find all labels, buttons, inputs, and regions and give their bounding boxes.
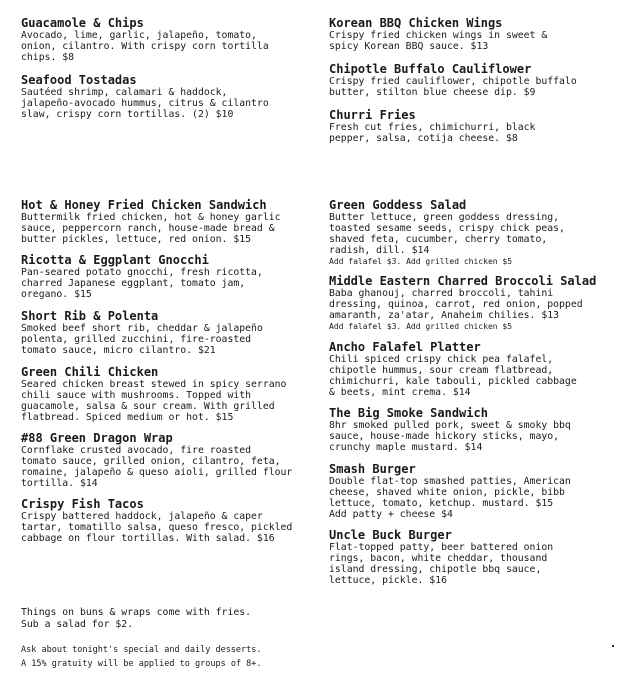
- menu-item-description: Crispy fried chicken wings in sweet & spicy Korean BBQ sauce. $13: [329, 30, 548, 52]
- menu-item-description: Flat-topped patty, beer battered onion rings, bacon, white cheddar, thousand island dressing, chipotle bbq sauce, lettuce, pickle. $16: [329, 542, 554, 586]
- menu-item-name: Green Chili Chicken: [21, 365, 159, 379]
- menu-item: [329, 63, 609, 98]
- menu-item: [21, 310, 301, 356]
- menu-item-description: Crispy battered haddock, jalapeño & caper tartar, tomatillo salsa, queso fresco, pickled cabbage on flour tortillas. With salad. $16: [21, 511, 293, 544]
- menu-item: [21, 199, 301, 245]
- menu-item-name: Smash Burger: [329, 462, 416, 476]
- menu-item: [21, 74, 301, 120]
- menu-item: [329, 199, 609, 267]
- menu-item-description: Avocado, lime, garlic, jalapeño, tomato, onion, cilantro. With crispy corn tortilla chips. $8: [21, 30, 269, 63]
- menu-item-description: Sautéed shrimp, calamari & haddock, jalapeño-avocado hummus, citrus & cilantro slaw, crispy corn tortillas. (2) $10: [21, 87, 269, 120]
- menu-item-name: #88 Green Dragon Wrap: [21, 431, 173, 445]
- menu-item-name: Churri Fries: [329, 108, 416, 122]
- menu-item-name: Hot & Honey Fried Chicken Sandwich: [21, 198, 267, 212]
- sides-note: Things on buns & wraps come with fries. Sub a salad for $2.: [21, 607, 252, 630]
- menu-item: [21, 432, 301, 489]
- menu-item-description: Fresh cut fries, chimichurri, black pepper, salsa, cotija cheese. $8: [329, 122, 536, 144]
- menu-item-description: Baba ghanouj, charred broccoli, tahini dressing, quinoa, carrot, red onion, popped amaranth, za'atar, Anaheim chilies. $13: [329, 288, 583, 321]
- menu-item-name: Guacamole & Chips: [21, 16, 144, 30]
- menu-item-addon: Add falafel $3. Add grilled chicken $5: [329, 257, 513, 266]
- desserts-note: Ask about tonight's special and daily desserts.: [21, 645, 262, 655]
- menu-item-name: Crispy Fish Tacos: [21, 497, 144, 511]
- menu-item-description: Seared chicken breast stewed in spicy serrano chili sauce with mushrooms. Topped with guacamole, salsa & sour cream. With grilled flatbread. Spiced medium or hot. $15: [21, 379, 287, 423]
- menu-item: [21, 17, 301, 63]
- menu-item-description: Butter lettuce, green goddess dressing, toasted sesame seeds, crispy chick peas, shaved feta, cucumber, cherry tomato, radish, dill. $14: [329, 212, 565, 256]
- menu-item-name: Short Rib & Polenta: [21, 309, 159, 323]
- menu-item: [329, 407, 609, 453]
- menu-item-description: Cornflake crusted avocado, fire roasted tomato sauce, grilled onion, cilantro, feta, romaine, jalapeño & queso aioli, grilled flour tortilla. $14: [21, 445, 293, 489]
- menu-item-name: Seafood Tostadas: [21, 73, 137, 87]
- menu-item-name: The Big Smoke Sandwich: [329, 406, 488, 420]
- menu-item: [21, 498, 301, 544]
- menu-item-name: Middle Eastern Charred Broccoli Salad: [329, 274, 597, 288]
- page-mark: [612, 645, 614, 647]
- menu-item-addon: Add falafel $3. Add grilled chicken $5: [329, 322, 513, 331]
- menu-item: [329, 463, 609, 520]
- menu-item-description: Double flat-top smashed patties, American cheese, shaved white onion, pickle, bibb lettuce, tomato, ketchup. mustard. $15 Add patty + cheese $4: [329, 476, 571, 520]
- menu-item-name: Chipotle Buffalo Cauliflower: [329, 62, 532, 76]
- menu-item-description: Crispy fried cauliflower, chipotle buffalo butter, stilton blue cheese dip. $9: [329, 76, 577, 98]
- menu-item: [329, 529, 609, 586]
- menu-item: [329, 109, 609, 144]
- menu-item: [329, 341, 609, 398]
- menu-item-description: Buttermilk fried chicken, hot & honey garlic sauce, peppercorn ranch, house-made bread & butter pickles, lettuce, red onion. $15: [21, 212, 281, 245]
- menu-item-name: Green Goddess Salad: [329, 198, 467, 212]
- menu-item-description: 8hr smoked pulled pork, sweet & smoky bbq sauce, house-made hickory sticks, mayo, crunchy maple mustard. $14: [329, 420, 571, 453]
- menu-item: [21, 366, 301, 423]
- menu-item-name: Ancho Falafel Platter: [329, 340, 481, 354]
- menu-item-description: Chili spiced crispy chick pea falafel, chipotle hummus, sour cream flatbread, chimichurri, kale tabouli, pickled cabbage & beets, mint crema. $14: [329, 354, 577, 398]
- menu-item-description: Pan-seared potato gnocchi, fresh ricotta, charred Japanese eggplant, tomato jam, oregano. $15: [21, 267, 263, 300]
- menu-item-name: Uncle Buck Burger: [329, 528, 452, 542]
- menu-item-description: Smoked beef short rib, cheddar & jalapeño polenta, grilled zucchini, fire-roasted tomato sauce, micro cilantro. $21: [21, 323, 263, 356]
- menu-item-name: Ricotta & Eggplant Gnocchi: [21, 253, 209, 267]
- menu-item: [329, 275, 609, 332]
- menu-item-name: Korean BBQ Chicken Wings: [329, 16, 503, 30]
- menu-item: [21, 254, 301, 300]
- gratuity-note: A 15% gratuity will be applied to groups of 8+.: [21, 659, 262, 669]
- menu-item: [329, 17, 609, 52]
